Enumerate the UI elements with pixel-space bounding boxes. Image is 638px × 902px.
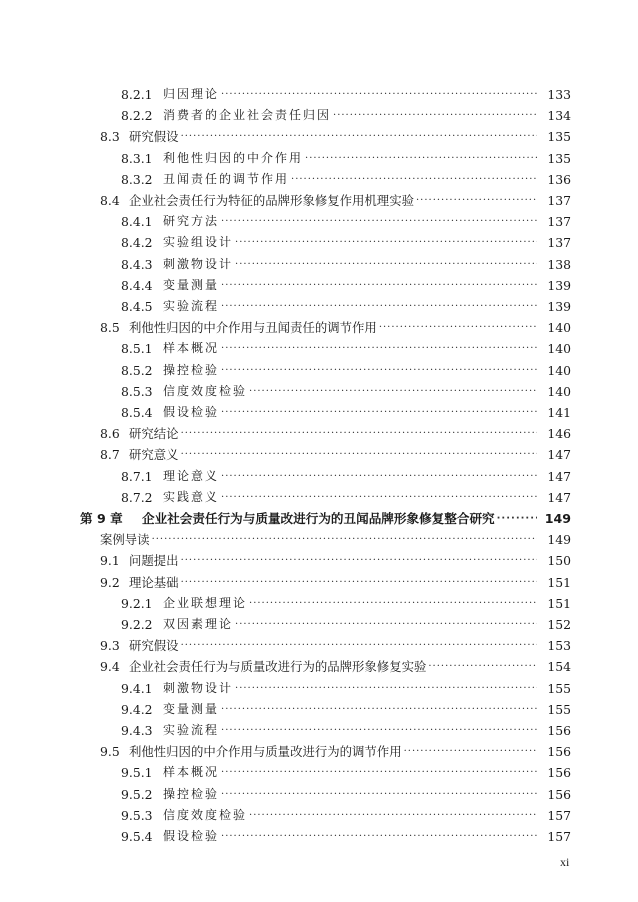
toc-entry-number: 9.5.3 xyxy=(121,807,153,823)
page-number: xi xyxy=(560,855,570,869)
toc-entry[interactable] xyxy=(121,678,571,699)
dot-leader xyxy=(235,232,537,253)
toc-entry-page: 137 xyxy=(547,214,571,230)
toc-entry[interactable] xyxy=(100,444,571,465)
toc-entry-number: 8.4.3 xyxy=(121,256,153,272)
toc-entry-title: 企业社会责任行为与质量改进行为的品牌形象修复实验 xyxy=(129,659,427,675)
toc-entry-title: 实验流程 xyxy=(163,299,220,313)
toc-entry-title: 归因理论 xyxy=(163,87,220,101)
toc-entry-title: 假设检验 xyxy=(163,405,220,419)
toc-entry-title: 刺激物设计 xyxy=(163,680,234,695)
toc-entry[interactable] xyxy=(121,275,571,296)
dot-leader xyxy=(221,338,537,359)
toc-entry-number: 8.5.1 xyxy=(121,341,153,357)
toc-entry-number: 8.2.1 xyxy=(121,87,153,102)
toc-entry-number: 9.5.4 xyxy=(121,829,153,844)
toc-entry-number: 9.5 xyxy=(100,744,120,760)
toc-entry-page: 157 xyxy=(547,807,571,823)
toc-entry-number: 8.7.2 xyxy=(121,489,153,505)
dot-leader xyxy=(221,826,537,847)
toc-entry[interactable] xyxy=(121,593,571,614)
dot-leader xyxy=(416,190,537,211)
toc-entry-page: 139 xyxy=(547,299,571,314)
toc-entry-title: 样本概况 xyxy=(163,341,220,356)
dot-leader xyxy=(181,423,537,444)
toc-entry-title: 双因素理论 xyxy=(163,617,234,631)
toc-entry[interactable] xyxy=(121,487,571,508)
toc-entry-page: 155 xyxy=(547,680,571,696)
toc-entry-page: 146 xyxy=(547,426,571,442)
toc-entry-number: 9.5.2 xyxy=(121,786,153,802)
toc-entry-title: 操控检验 xyxy=(163,362,220,377)
toc-entry[interactable] xyxy=(100,572,571,593)
toc-entry-number: 8.7 xyxy=(100,447,120,463)
dot-leader xyxy=(181,550,537,571)
dot-leader xyxy=(152,529,537,550)
dot-leader xyxy=(428,656,537,677)
toc-entry[interactable] xyxy=(121,614,571,635)
dot-leader xyxy=(221,487,537,508)
toc-entry-number: 8.5.3 xyxy=(121,383,153,399)
dot-leader xyxy=(291,169,537,190)
dot-leader xyxy=(221,720,537,741)
toc-entry-number: 9.5.1 xyxy=(121,765,153,781)
toc-entry[interactable] xyxy=(121,148,571,169)
toc-entry-title: 研究假设 xyxy=(129,129,179,145)
toc-entry-page: 134 xyxy=(547,108,571,124)
dot-leader xyxy=(249,805,537,826)
toc-entry-page: 140 xyxy=(547,383,571,399)
toc-entry-number: 8.4 xyxy=(100,193,120,208)
toc-entry-page: 155 xyxy=(547,701,571,717)
toc-entry-page: 152 xyxy=(547,617,571,632)
toc-entry-title: 利他性归因的中介作用与质量改进行为的调节作用 xyxy=(129,744,402,760)
toc-entry-page: 137 xyxy=(547,235,571,251)
toc-entry-page: 140 xyxy=(547,320,571,336)
toc-entry-title: 刺激物设计 xyxy=(163,256,234,271)
toc-entry[interactable] xyxy=(121,784,571,805)
toc-entry[interactable] xyxy=(100,550,571,571)
toc-entry-number: 9.4.3 xyxy=(121,723,153,738)
dot-leader xyxy=(249,593,537,614)
dot-leader xyxy=(235,254,537,275)
toc-entry-page: 151 xyxy=(547,595,571,611)
toc-entry[interactable] xyxy=(121,105,571,126)
dot-leader xyxy=(221,699,537,720)
dot-leader xyxy=(249,381,537,402)
toc-entry-page: 150 xyxy=(547,553,571,569)
toc-entry-title: 研究结论 xyxy=(129,426,179,442)
toc-entry-number: 8.5.2 xyxy=(121,362,153,378)
dot-leader xyxy=(181,572,537,593)
toc-entry[interactable] xyxy=(100,317,571,338)
toc-entry-number: 9.2.2 xyxy=(121,617,153,632)
toc-entry-page: 133 xyxy=(547,87,571,102)
toc-entry-title: 研究方法 xyxy=(163,214,220,229)
toc-entry-number: 8.4.1 xyxy=(121,214,153,230)
toc-entry-title: 信度效度检验 xyxy=(163,383,248,398)
toc-entry[interactable] xyxy=(121,338,571,359)
toc-entry-number: 9.2.1 xyxy=(121,595,153,611)
toc-entry-page: 140 xyxy=(547,341,571,357)
toc-entry-title: 样本概况 xyxy=(163,765,220,780)
toc-entry-page: 136 xyxy=(547,171,571,187)
toc-entry[interactable] xyxy=(100,635,571,656)
toc-entry-page: 140 xyxy=(547,362,571,378)
toc-entry[interactable] xyxy=(121,84,571,105)
dot-leader xyxy=(221,296,537,317)
toc-entry-title: 信度效度检验 xyxy=(163,807,248,822)
toc-entry-title: 消费者的企业社会责任归因 xyxy=(163,108,332,123)
dot-leader xyxy=(235,614,537,635)
toc-entry[interactable] xyxy=(121,232,571,253)
toc-entry[interactable] xyxy=(100,190,571,211)
dot-leader xyxy=(181,126,537,147)
dot-leader xyxy=(221,784,537,805)
toc-entry-number: 8.2.2 xyxy=(121,108,153,124)
toc-entry[interactable] xyxy=(121,699,571,720)
toc-entry-number: 9.1 xyxy=(100,553,120,569)
toc-entry-number: 9.4 xyxy=(100,659,120,675)
dot-leader xyxy=(221,762,537,783)
toc-entry-number: 9.2 xyxy=(100,574,120,590)
toc-entry-page: 149 xyxy=(547,532,571,548)
dot-leader xyxy=(221,360,537,381)
toc-entry-title: 实验组设计 xyxy=(163,235,234,250)
toc-entry-page: 156 xyxy=(547,786,571,802)
toc-entry-title: 企业联想理论 xyxy=(163,595,248,610)
toc-entry-page: 141 xyxy=(547,405,571,420)
dot-leader xyxy=(181,444,537,465)
toc-entry-number: 第 9 章 xyxy=(80,511,123,526)
toc-entry-page: 147 xyxy=(547,447,571,463)
dot-leader xyxy=(235,678,537,699)
toc-entry-title: 企业社会责任行为特征的品牌形象修复作用机理实验 xyxy=(129,193,414,208)
toc-entry[interactable] xyxy=(100,741,571,762)
toc-entry-page: 149 xyxy=(544,511,571,526)
toc-entry-page: 154 xyxy=(547,659,571,675)
toc-entry-page: 147 xyxy=(547,468,571,484)
dot-leader xyxy=(221,211,537,232)
toc-entry-number: 8.3.2 xyxy=(121,171,153,187)
toc-entry-title: 丑闻责任的调节作用 xyxy=(163,171,290,186)
dot-leader xyxy=(404,741,537,762)
dot-leader xyxy=(333,105,537,126)
toc-entry-number: 8.5.4 xyxy=(121,405,153,420)
toc-entry-number: 8.3.1 xyxy=(121,150,153,166)
toc-entry-title: 利他性归因的中介作用 xyxy=(163,150,304,165)
toc-entry-title: 案例导读 xyxy=(100,532,150,548)
toc-entry-page: 156 xyxy=(547,744,571,760)
toc-entry-title: 变量测量 xyxy=(163,701,220,716)
dot-leader xyxy=(221,275,537,296)
toc-entry-number: 8.6 xyxy=(100,426,120,442)
toc-entry-page: 135 xyxy=(547,129,571,145)
toc-entry-page: 156 xyxy=(547,765,571,781)
toc-entry[interactable] xyxy=(121,466,571,487)
toc-entry[interactable] xyxy=(121,805,571,826)
toc-entry-title: 利他性归因的中介作用与丑闻责任的调节作用 xyxy=(129,320,377,336)
toc-entry-page: 157 xyxy=(547,829,571,844)
dot-leader xyxy=(497,508,537,529)
toc-entry-number: 8.4.4 xyxy=(121,277,153,293)
toc-entry-title: 实验流程 xyxy=(163,723,220,737)
toc-entry-title: 理论基础 xyxy=(129,574,179,590)
toc-entry[interactable] xyxy=(121,826,571,847)
toc-entry[interactable] xyxy=(121,169,571,190)
toc-entry-number: 8.4.5 xyxy=(121,299,153,314)
toc-entry-title: 研究假设 xyxy=(129,638,179,654)
toc-chapter-entry[interactable] xyxy=(80,508,571,529)
toc-entry-number: 8.5 xyxy=(100,320,120,336)
toc-entry[interactable] xyxy=(121,381,571,402)
toc-entry-number: 8.4.2 xyxy=(121,235,153,251)
toc-entry-title: 企业社会责任行为与质量改进行为的丑闻品牌形象修复整合研究 xyxy=(142,511,495,526)
toc-entry[interactable] xyxy=(121,720,571,741)
toc-entry-title: 变量测量 xyxy=(163,277,220,292)
toc-entry-page: 151 xyxy=(547,574,571,590)
toc-entry[interactable] xyxy=(121,296,571,317)
toc-entry-title: 理论意义 xyxy=(163,468,220,483)
toc-entry[interactable] xyxy=(100,423,571,444)
toc-entry-page: 135 xyxy=(547,150,571,166)
dot-leader xyxy=(305,148,537,169)
toc-entry-number: 9.4.1 xyxy=(121,680,153,696)
toc-entry-title: 问题提出 xyxy=(129,553,179,569)
toc-entry-title: 操控检验 xyxy=(163,786,220,801)
toc-entry[interactable] xyxy=(121,211,571,232)
toc-entry-number: 9.3 xyxy=(100,638,120,654)
dot-leader xyxy=(221,402,537,423)
toc-entry-title: 假设检验 xyxy=(163,829,220,843)
toc-entry[interactable] xyxy=(100,656,571,677)
toc-entry-title: 实践意义 xyxy=(163,489,220,504)
dot-leader xyxy=(181,635,537,656)
dot-leader xyxy=(379,317,537,338)
toc-entry[interactable] xyxy=(121,762,571,783)
dot-leader xyxy=(221,466,537,487)
toc-entry-page: 156 xyxy=(547,723,571,738)
toc-entry-page: 137 xyxy=(547,193,571,208)
toc-entry-number: 9.4.2 xyxy=(121,701,153,717)
toc-entry-page: 138 xyxy=(547,256,571,272)
toc-entry-page: 147 xyxy=(547,489,571,505)
toc-entry[interactable] xyxy=(121,360,571,381)
toc-entry[interactable] xyxy=(121,402,571,423)
toc-entry[interactable] xyxy=(100,529,571,550)
toc-entry[interactable] xyxy=(100,126,571,147)
toc-entry-page: 153 xyxy=(547,638,571,654)
toc-entry-page: 139 xyxy=(547,277,571,293)
toc-entry-number: 8.3 xyxy=(100,129,120,145)
toc-entry-number: 8.7.1 xyxy=(121,468,153,484)
toc-entry[interactable] xyxy=(121,254,571,275)
toc-entry-title: 研究意义 xyxy=(129,447,179,463)
dot-leader xyxy=(221,84,537,105)
